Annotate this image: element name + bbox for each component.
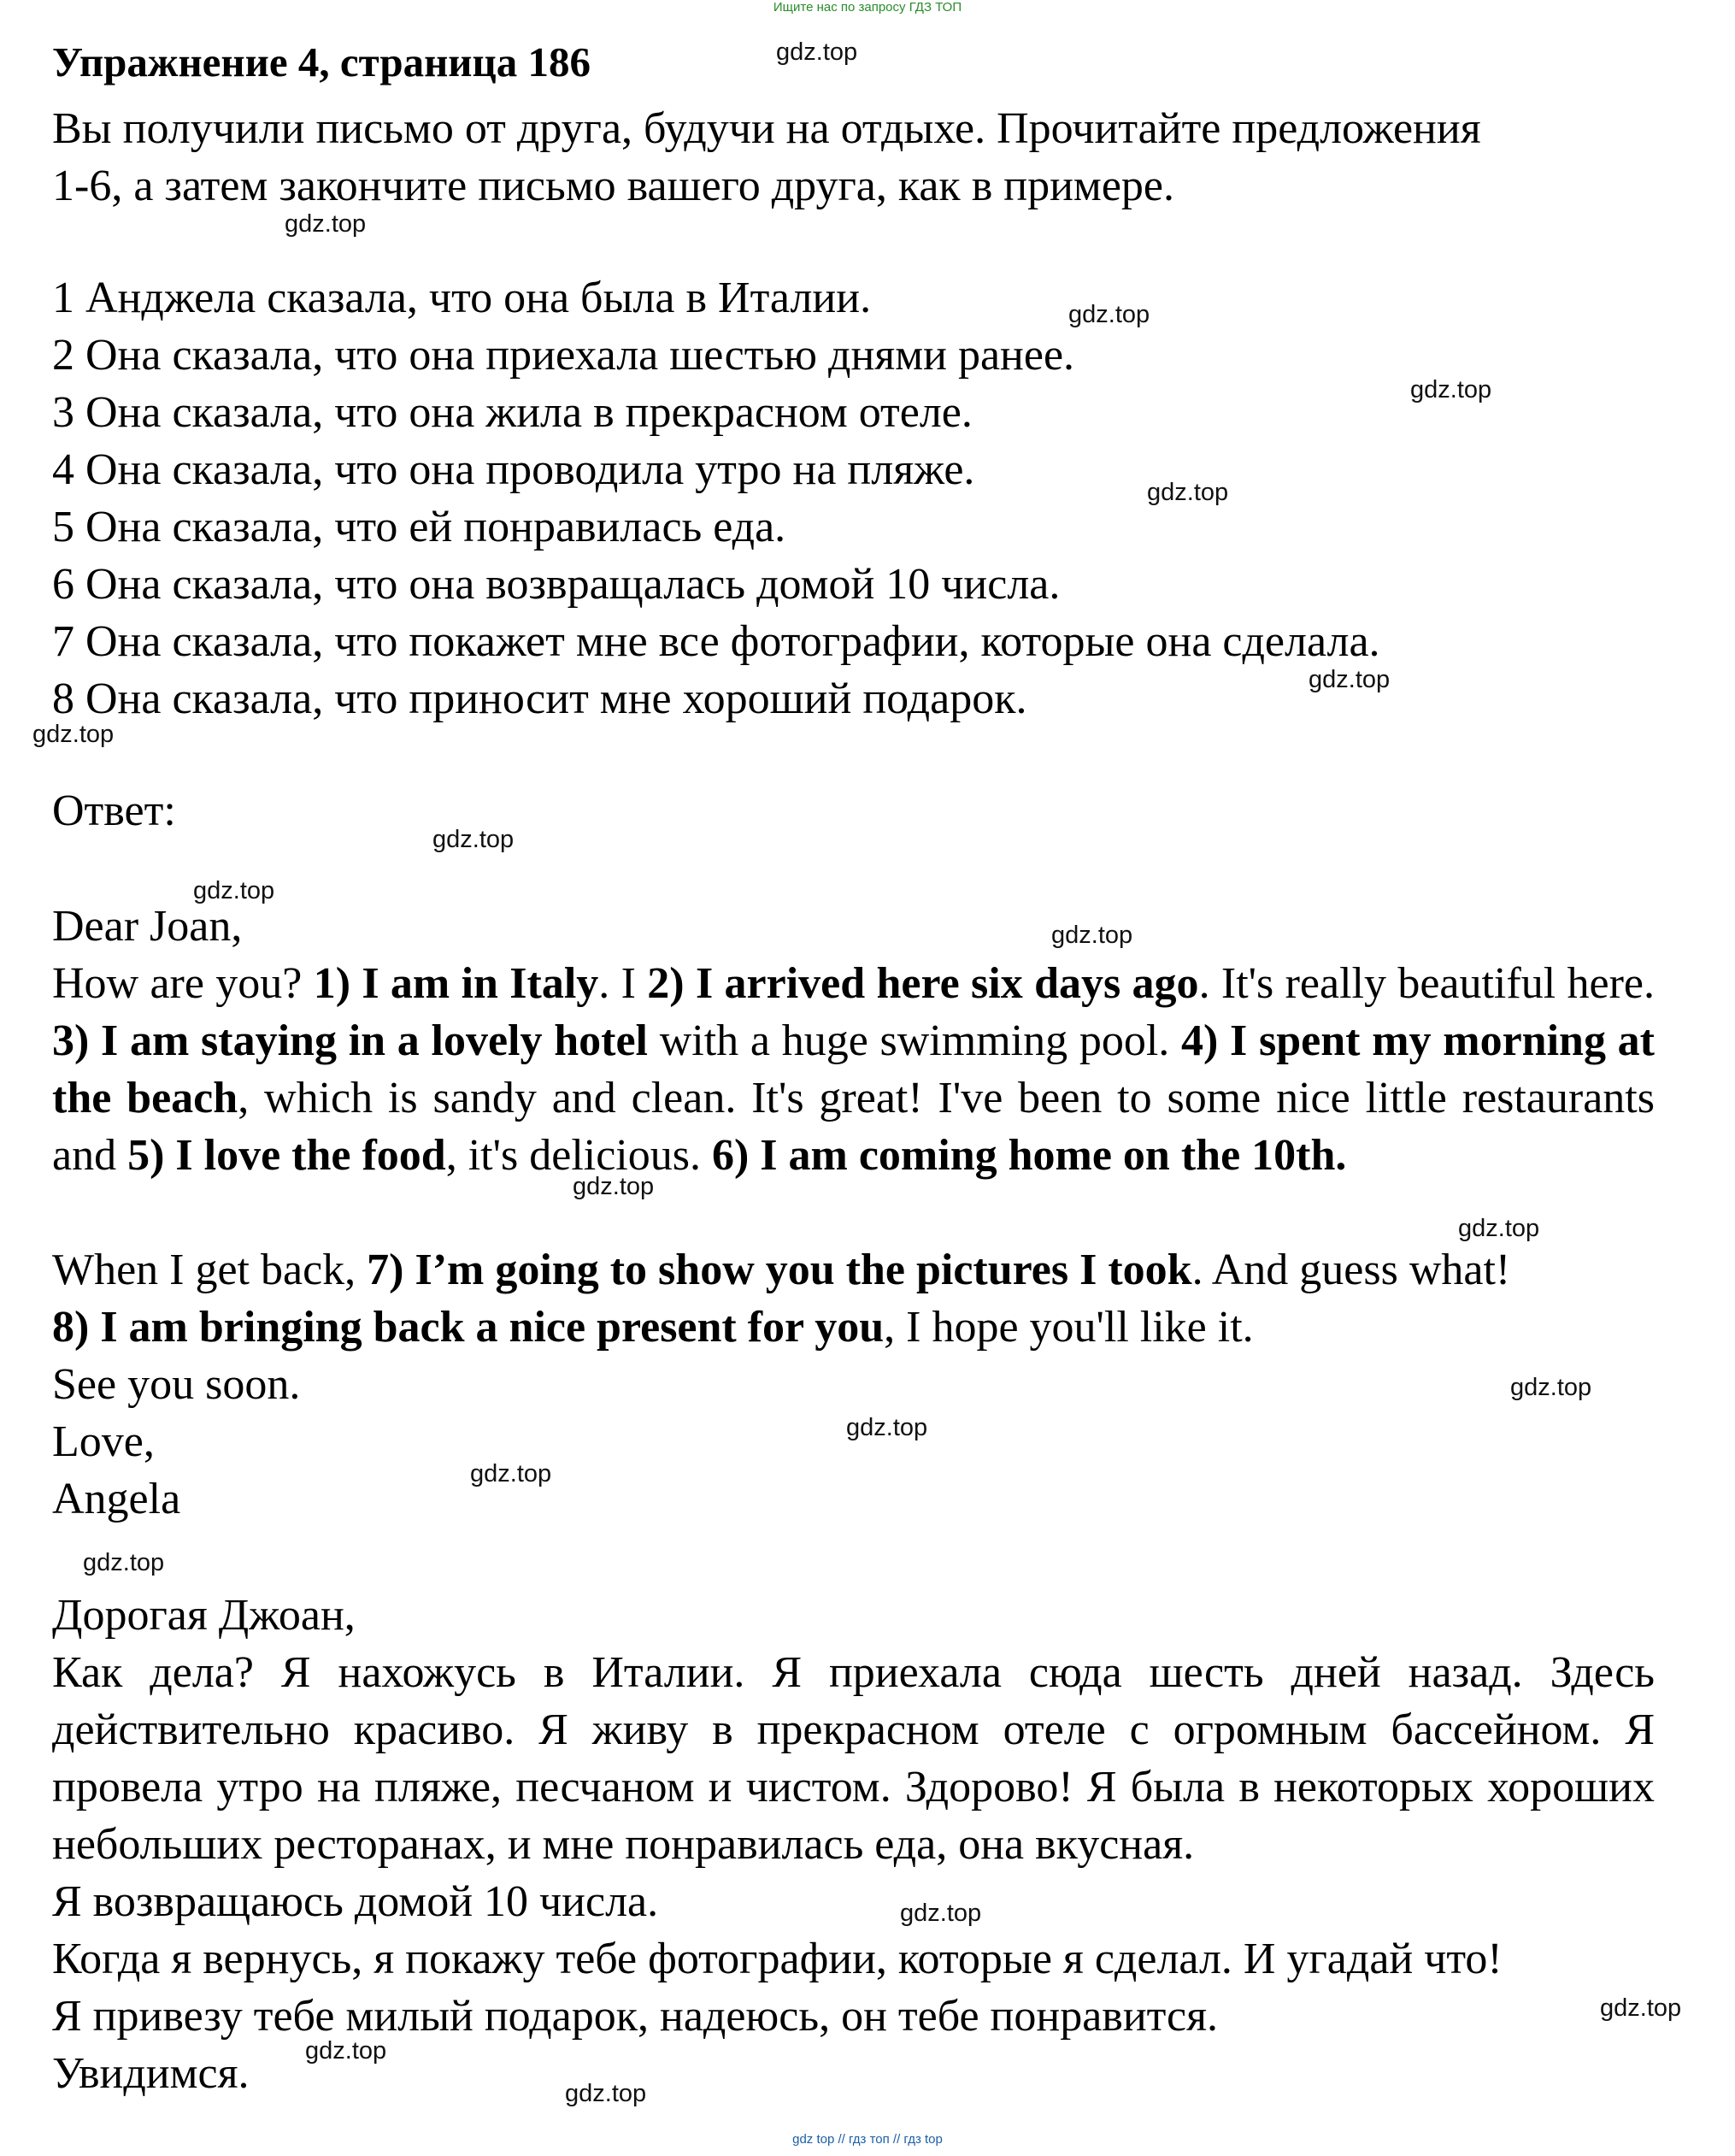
watermark: gdz.top: [470, 1460, 552, 1487]
watermark: gdz.top: [1410, 376, 1492, 404]
translation-line: Я возвращаюсь домой 10 числа.: [52, 1877, 659, 1926]
top-search-banner: Ищите нас по запросу ГДЗ ТОП: [773, 0, 962, 15]
watermark: gdz.top: [32, 721, 115, 748]
translation-greeting: Дорогая Джоан,: [52, 1591, 356, 1640]
letter-line: When I get back, 7) I’m going to show you the pictures I took. And guess what!: [52, 1246, 1511, 1294]
letter-signature: Angela: [52, 1475, 181, 1523]
letter-greeting: Dear Joan,: [52, 902, 243, 951]
watermark: gdz.top: [1510, 1374, 1592, 1401]
watermark: gdz.top: [1309, 666, 1391, 693]
watermark: gdz.top: [1600, 1994, 1682, 2022]
sentence-item: 8 Она сказала, что приносит мне хороший подарок.: [52, 674, 1027, 723]
letter-line: 8) I am bringing back a nice present for you, I hope you'll like it.: [52, 1303, 1254, 1352]
translation-closing: Увидимся.: [52, 2049, 250, 2098]
letter-closing: See you soon.: [52, 1360, 301, 1409]
translation-line: Я привезу тебе милый подарок, надеюсь, он тебе понравится.: [52, 1992, 1219, 2041]
watermark: gdz.top: [1068, 301, 1150, 328]
watermark: gdz.top: [83, 1549, 165, 1576]
watermark: gdz.top: [573, 1173, 655, 1200]
sentence-item: 4 Она сказала, что она проводила утро на пляже.: [52, 445, 975, 494]
watermark: gdz.top: [776, 38, 858, 66]
watermark: gdz.top: [1147, 479, 1229, 506]
bottom-banner: gdz top // гдз топ // гдз top: [792, 2132, 943, 2147]
sentence-item: 6 Она сказала, что она возвращалась домой 10 числа.: [52, 560, 1061, 609]
translation-paragraph: Как дела? Я нахожусь в Италии. Я приехала сюда шесть дней назад. Здесь действительно красиво. Я живу в прекрасном отеле с огромным бассейном. Я провела утро на пляже, песчаном и чистом. Здорово! Я была в некоторых хороших небольших ресторанах, и мне понравилась еда, она вкусная.: [52, 1648, 1655, 1869]
sentence-item: 1 Анджела сказала, что она была в Италии.: [52, 274, 872, 322]
watermark: gdz.top: [305, 2037, 387, 2065]
sentence-item: 2 Она сказала, что она приехала шестью днями ранее.: [52, 331, 1075, 380]
letter-closing: Love,: [52, 1417, 155, 1466]
watermark: gdz.top: [193, 877, 275, 904]
instruction-line: 1-6, а затем закончите письмо вашего друга, как в примере.: [52, 162, 1174, 210]
watermark: gdz.top: [900, 1900, 982, 1927]
watermark: gdz.top: [1051, 922, 1133, 949]
watermark: gdz.top: [285, 210, 367, 238]
watermark: gdz.top: [1458, 1215, 1540, 1242]
letter-paragraph: How are you? 1) I am in Italy. I 2) I arrived here six days ago. It's really beautiful here. 3) I am staying in a lovely hotel with a huge swimming pool. 4) I spent my morning at the beach, which is sandy and clean. It's great! I've been to some nice little restaurants and 5) I love the food, it's delicious. 6) I am coming home on the 10th.: [52, 959, 1655, 1180]
watermark: gdz.top: [432, 826, 515, 853]
sentence-item: 3 Она сказала, что она жила в прекрасном отеле.: [52, 388, 973, 437]
instruction-line: Вы получили письмо от друга, будучи на отдыхе. Прочитайте предложения: [52, 104, 1481, 153]
sentence-item: 7 Она сказала, что покажет мне все фотографии, которые она сделала.: [52, 617, 1380, 666]
watermark: gdz.top: [846, 1414, 928, 1441]
answer-label: Ответ:: [52, 786, 176, 835]
exercise-title: Упражнение 4, страница 186: [52, 38, 591, 85]
watermark: gdz.top: [565, 2080, 647, 2107]
translation-line: Когда я вернусь, я покажу тебе фотографии, которые я сделал. И угадай что!: [52, 1935, 1503, 1983]
sentence-item: 5 Она сказала, что ей понравилась еда.: [52, 503, 786, 551]
